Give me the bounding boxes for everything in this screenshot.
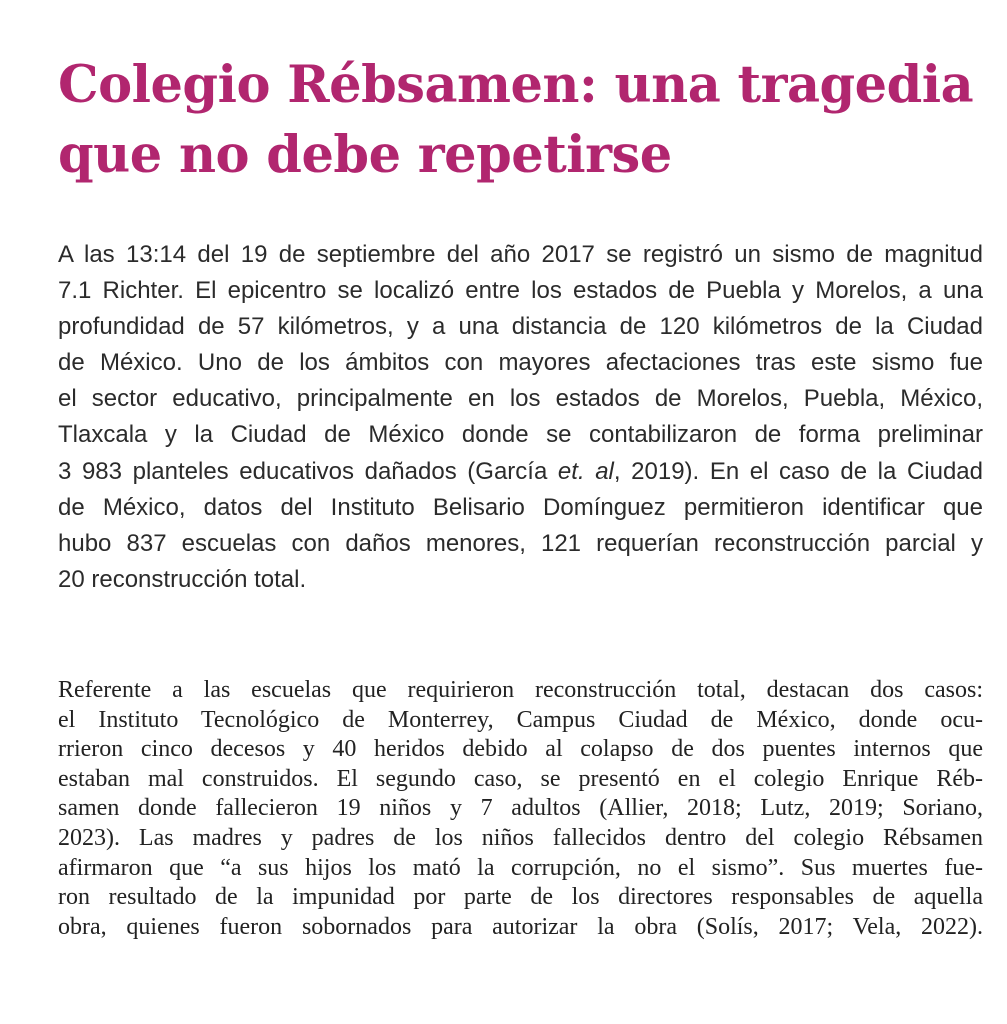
paragraph-1-line-citation (58, 454, 983, 490)
paragraph-2-line: ron resultado de la impunidad por parte de los directores responsables de aquella (58, 884, 983, 911)
paragraph-2-line: 2023). Las madres y padres de los niños fallecidos dentro del colegio Rébsamen (58, 824, 983, 851)
paragraph-2-line: obra, quienes fueron sobornados para autorizar la obra (Solís, 2017; Vela, 2022). (58, 913, 983, 940)
citation-text-after: , 2019). En el caso de la Ciudad (613, 457, 983, 485)
paragraph-1-line: hubo 837 escuelas con daños menores, 121 requerían reconstrucción parcial y (58, 529, 983, 557)
paragraph-2-line: afirmaron que “a sus hijos los mató la corrupción, no el sismo”. Sus muertes fue- (58, 854, 983, 881)
paragraph-1-line: de México, datos del Instituto Belisario Domínguez permitieron identificar que (58, 493, 983, 521)
paragraph-1-line: el sector educativo, principalmente en los estados de Morelos, Puebla, México, (58, 385, 983, 413)
title-line-2: que no debe repetirse (58, 125, 672, 185)
title-line-1: Colegio Rébsamen: una tragedia (58, 55, 974, 115)
paragraph-2-line: rrieron cinco decesos y 40 heridos debido al colapso de dos puentes internos que (58, 736, 983, 763)
paragraph-cases (58, 676, 983, 942)
citation-et-al: et. al (557, 457, 614, 485)
paragraph-2-line: el Instituto Tecnológico de Monterrey, Campus Ciudad de México, donde ocu- (58, 706, 983, 733)
article-title (58, 50, 988, 190)
paragraph-1-line: A las 13:14 del 19 de septiembre del año 2017 se registró un sismo de magnitud (58, 241, 983, 268)
citation-text-before: 3 983 planteles educativos dañados (García (58, 457, 558, 485)
paragraph-1-line: de México. Uno de los ámbitos con mayores afectaciones tras este sismo fue (58, 349, 983, 377)
paragraph-2-line: Referente a las escuelas que requirieron reconstrucción total, destacan dos casos: (58, 677, 983, 703)
paragraph-1-line: profundidad de 57 kilómetros, y a una distancia de 120 kilómetros de la Ciudad (58, 313, 983, 341)
paragraph-1-line: 7.1 Richter. El epicentro se localizó entre los estados de Puebla y Morelos, a una (58, 277, 983, 305)
paragraph-2-line: samen donde fallecieron 19 niños y 7 adultos (Allier, 2018; Lutz, 2019; Soriano, (58, 795, 983, 822)
paragraph-2-line: estaban mal construidos. El segundo caso, se presentó en el colegio Enrique Réb- (58, 765, 983, 792)
paragraph-intro (58, 237, 983, 598)
paragraph-1-line: Tlaxcala y la Ciudad de México donde se contabilizaron de forma preliminar (58, 421, 983, 449)
paragraph-1-line: 20 reconstrucción total. (58, 565, 307, 593)
